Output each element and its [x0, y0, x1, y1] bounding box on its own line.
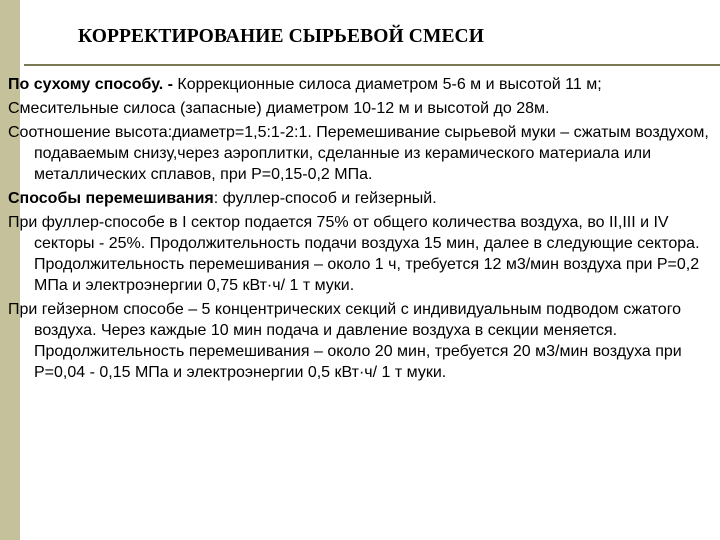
mixing-silos-text: Смесительные силоса (запасные) диаметром 10-12 м и высотой до 28м. — [8, 100, 550, 117]
paragraph-fuller-method — [8, 212, 716, 296]
mixing-methods-text: : фуллер-способ и гейзерный. — [213, 190, 437, 207]
dry-method-heading: По сухому способу. - — [8, 76, 173, 93]
dry-method-text: Коррекционные силоса диаметром 5-6 м и высотой 11 м; — [172, 76, 602, 93]
title-underline — [24, 64, 720, 66]
mixing-methods-heading: Способы перемешивания — [8, 190, 214, 207]
fuller-method-text: При фуллер-способе в I сектор подается 75% от общего количества воздуха, во II,III и IV секторы - 25%. Продолжительность подачи воздуха 15 мин, далее в следующие сектора. Продолжительность перемешивания – около 1 ч, требуется 12 м3/мин воздуха при Р=0,2 МПа и электроэнергии 0,75 кВт·ч/ 1 т муки. — [8, 214, 700, 294]
geyser-method-text: При гейзерном способе – 5 концентрических секций с индивидуальным подводом сжатого воздуха. Через каждые 10 мин подача и давление воздуха в секции меняется. Продолжительность перемешивания – около 20 мин, требуется 20 м3/мин воздуха при Р=0,04 - 0,15 МПа и электроэнергии 0,5 кВт·ч/ 1 т муки. — [8, 301, 682, 381]
paragraph-mixing-methods — [8, 188, 716, 209]
paragraph-ratio — [8, 122, 716, 185]
slide-title: КОРРЕКТИРОВАНИЕ СЫРЬЕВОЙ СМЕСИ — [78, 26, 485, 47]
paragraph-mixing-silos — [8, 98, 716, 119]
slide-body — [8, 74, 716, 386]
ratio-text: Соотношение высота:диаметр=1,5:1-2:1. Перемешивание сырьевой муки – сжатым воздухом, подаваемым снизу,через аэроплитки, сделанные из керамического материала или металлических сплавов, при Р=0,15-0,2 МПа. — [8, 124, 709, 183]
paragraph-dry-method — [8, 74, 716, 95]
paragraph-geyser-method — [8, 299, 716, 383]
